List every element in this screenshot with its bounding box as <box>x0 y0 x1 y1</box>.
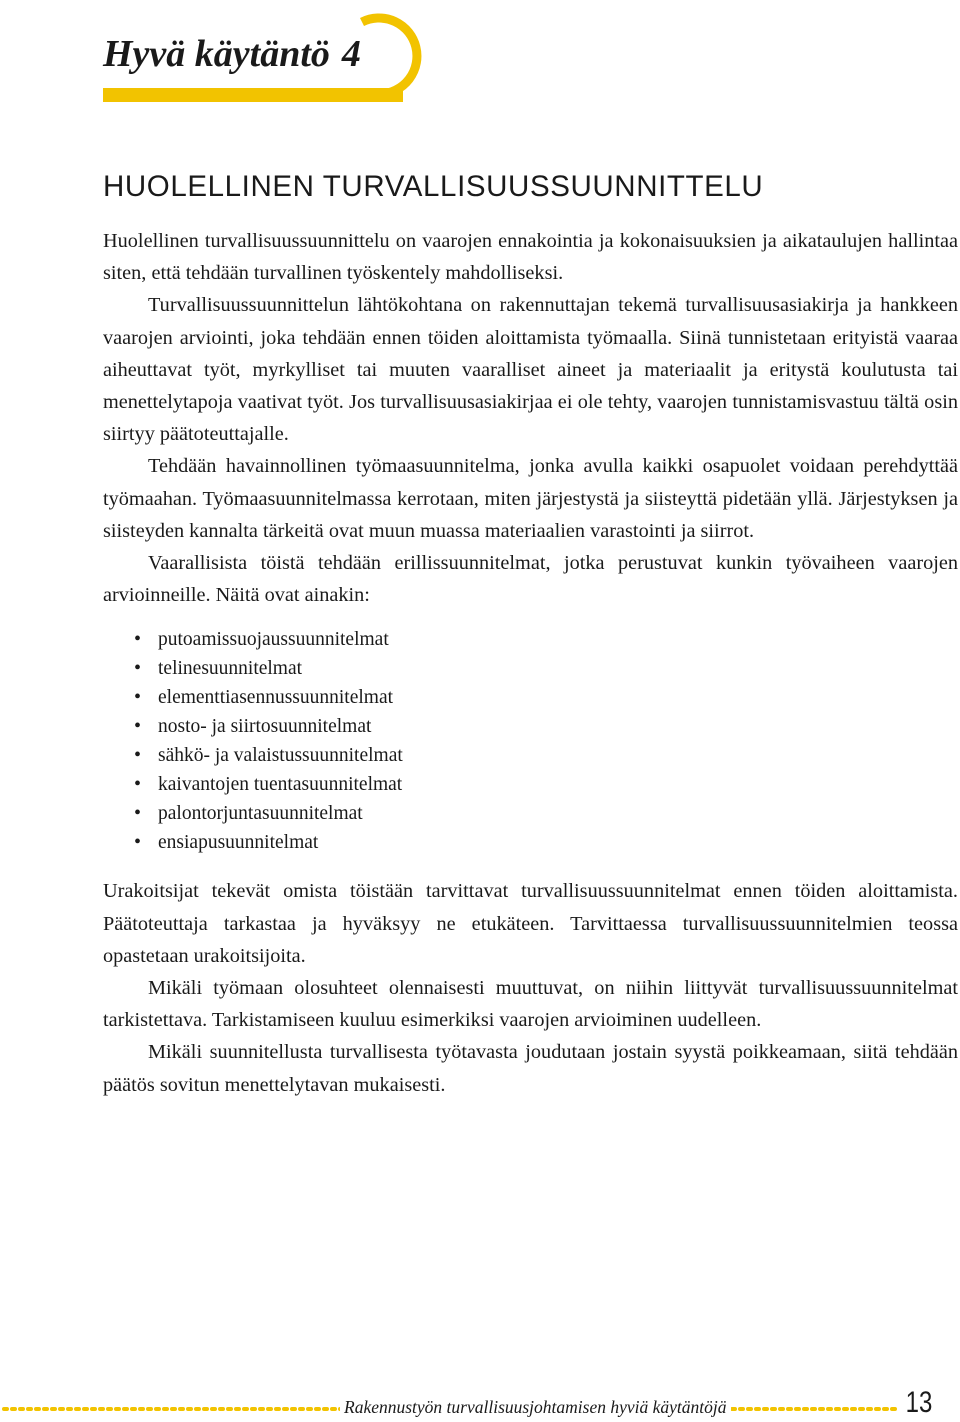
paragraph: Urakoitsijat tekevät omista töistään tarvittavat turvallisuussuunnitelmat ennen töiden aloittamista. Päätoteuttaja tarkastaa ja hyväksyy ne etukäteen. Tarvittaessa turvallisuussuunnitelmien teossa opastetaan urakoitsijoita. <box>103 880 958 967</box>
plans-list <box>103 625 958 857</box>
page-title-text: Hyvä käytäntö <box>103 33 330 75</box>
accent-bar <box>103 88 403 102</box>
footer-title: Rakennustyön turvallisuusjohtamisen hyviä käytäntöjä <box>340 1396 731 1418</box>
list-item-text: palontorjuntasuunnitelmat <box>158 803 363 825</box>
list-item-text: sähkö- ja valaistussuunnitelmat <box>158 745 403 767</box>
bullet-icon: • <box>134 744 142 767</box>
bullet-icon: • <box>134 657 142 680</box>
list-item-text: ensiapusuunnitelmat <box>158 832 319 854</box>
list-item-text: putoamissuojaussuunnitelmat <box>158 629 389 651</box>
list-item-text: elementtiasennussuunnitelmat <box>158 687 394 709</box>
paragraph: Mikäli työmaan olosuhteet olennaisesti muuttuvat, on niihin liittyvät turvallisuussuunnitelmat tarkistettava. Tarkistamiseen kuuluu esimerkiksi vaarojen arvioiminen uudelleen. <box>103 977 958 1032</box>
list-item <box>103 741 958 770</box>
bullet-icon: • <box>134 628 142 651</box>
bullet-icon: • <box>134 686 142 709</box>
list-item <box>103 625 958 654</box>
list-item <box>103 654 958 683</box>
list-item <box>103 799 958 828</box>
list-item <box>103 712 958 741</box>
bullet-icon: • <box>134 715 142 738</box>
paragraph: Tehdään havainnollinen työmaasuunnitelma, jonka avulla kaikki osapuolet voidaan perehdyttää työmaahan. Työmaasuunnitelmassa kerrotaan, miten järjestystä ja siisteyttä pidetään yllä. Järjestyksen ja siisteyden kannalta tärkeitä ovat muun muassa materiaalien varastointi ja siirrot. <box>103 455 958 542</box>
paragraph: Huolellinen turvallisuussuunnittelu on vaarojen ennakointia ja kokonaisuuksien ja aikataulujen hallintaa siten, että tehdään turvallinen työskentely mahdolliseksi. <box>103 230 958 285</box>
bullet-icon: • <box>134 831 142 854</box>
bullet-icon: • <box>134 802 142 825</box>
list-item <box>103 828 958 857</box>
page-number: 13 <box>905 1386 932 1419</box>
accent-ring <box>362 18 417 94</box>
paragraph: Vaarallisista töistä tehdään erillissuunnitelmat, jotka perustuvat kunkin työvaiheen vaarojen arvioinneille. Näitä ovat ainakin: <box>103 552 958 607</box>
chapter-number: 4 <box>341 33 361 75</box>
list-item-text: nosto- ja siirtosuunnitelmat <box>158 716 372 738</box>
section-heading: HUOLELLINEN TURVALLISUUSSUUNNITTELU <box>103 169 764 203</box>
list-item-text: kaivantojen tuentasuunnitelmat <box>158 774 403 796</box>
paragraph: Turvallisuussuunnittelun lähtökohtana on rakennuttajan tekemä turvallisuusasiakirja ja hankkeen vaarojen arviointi, joka tehdään ennen töiden aloittamista työmaalla. Siinä tunnistetaan erityistä vaaraa aiheuttavat työt, myrkylliset tai muuten vaaralliset aineet ja materiaalit ja eritystä koulutusta tai menettelytapoja vaativat työt. Jos turvallisuusasiakirjaa ei ole tehty, vaarojen tunnistamisvastuu tältä osin siirtyy päätoteuttajalle. <box>103 294 958 446</box>
list-item <box>103 683 958 712</box>
list-item <box>103 770 958 799</box>
bullet-icon: • <box>134 773 142 796</box>
page-title <box>103 32 361 76</box>
paragraph: Mikäli suunnitellusta turvallisesta työtavasta joudutaan jostain syystä poikkeamaan, siitä tehdään päätös sovitun menettelytavan mukaisesti. <box>103 1041 958 1096</box>
list-item-text: telinesuunnitelmat <box>158 658 303 680</box>
body-text <box>103 225 958 1101</box>
